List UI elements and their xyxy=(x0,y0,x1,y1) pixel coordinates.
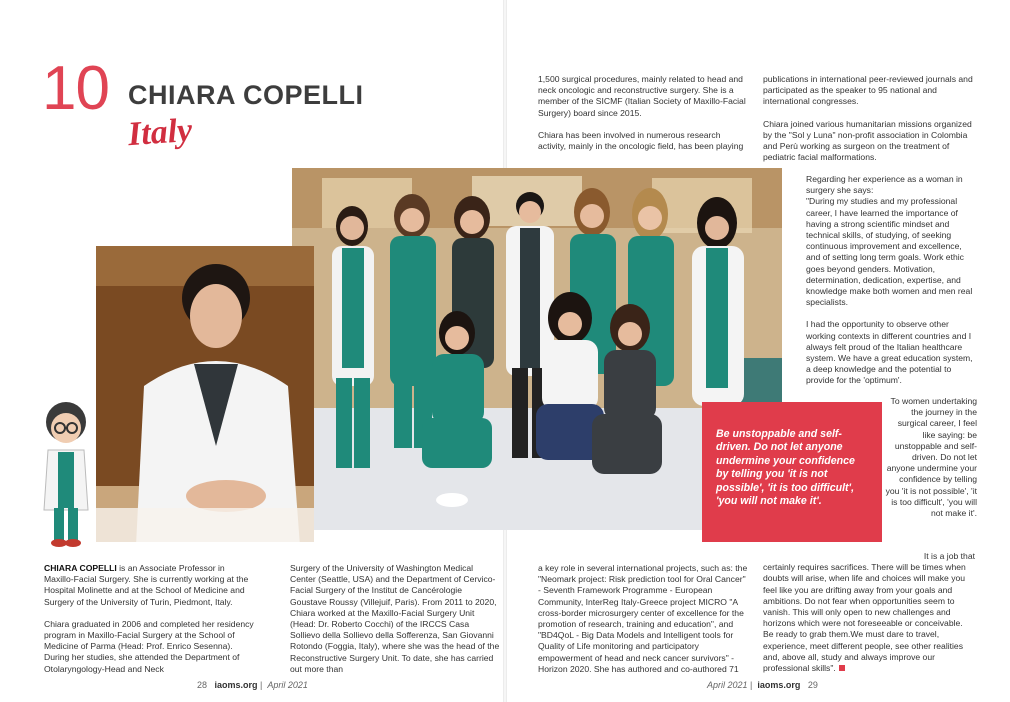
page-number-left: 28 xyxy=(197,680,208,690)
profile-name: CHIARA COPELLI xyxy=(128,80,364,110)
site-name-right[interactable]: iaoms.org xyxy=(757,680,801,690)
portrait-photo-illustration xyxy=(96,246,314,542)
footer-right: April 2021 | iaoms.org 29 xyxy=(707,680,818,690)
bottom-column-3 xyxy=(538,563,750,686)
lead-name: CHIARA COPELLI xyxy=(44,563,117,573)
right-column xyxy=(806,174,976,398)
paragraph: It is a job that xyxy=(923,551,975,561)
paragraph: 1,500 surgical procedures, mainly related to head and neck oncologic and reconstructive surgery. She is a member of the SICMF (Italian Society of Maxillo-Facial Surgery) board since 2015. xyxy=(538,74,746,118)
paragraph: I had the opportunity to observe other working contexts in different countries and I always felt proud of the Italian healthcare system. We have a great education system, a deep knowledge and the potential to provide for the 'optimum'. xyxy=(806,319,973,386)
bottom-column-1 xyxy=(44,563,256,686)
top-column-4 xyxy=(763,74,975,174)
profile-number: 10 xyxy=(42,54,109,123)
bottom-column-4 xyxy=(763,551,975,685)
pull-quote xyxy=(702,402,882,542)
cartoon-doctor-illustration xyxy=(36,400,96,548)
paragraph: Chiara graduated in 2006 and completed her residency program in Maxillo-Facial Surgery at the School of Medicine of Parma (Head: Prof. Enrico Sesenna). During her studies, she attended the Department of Otolaryngology-Head and Neck xyxy=(44,618,254,674)
footer-left: 28 iaoms.org | April 2021 xyxy=(197,680,308,690)
page-number-right: 29 xyxy=(807,680,818,690)
portrait-photo xyxy=(96,246,314,542)
paragraph: Chiara has been involved in numerous research activity, mainly in the oncologic field, has been playing xyxy=(538,129,744,152)
paragraph: a key role in several international projects, such as: the "Neomark project: Risk prediction tool for Oral Cancer" - Seventh Framework Programme - European Community, InterReg Italy-Greece project MICRO "A cross-border microsurgery center of excellence for the promotion of research, training and education", and "BD4QoL - Big Data Models and Intelligent tools for Quality of Life monitoring and participatory empowerment of head and neck cancer survivors" - Horizon 2020. She has authored and co-authored 71 xyxy=(538,563,748,674)
end-mark-icon xyxy=(839,665,845,671)
paragraph: Regarding her experience as a woman in surgery she says: xyxy=(806,174,963,196)
issue-date-right: April 2021 xyxy=(707,680,748,690)
cartoon-doctor-icon xyxy=(36,400,96,548)
side-column-text: To women undertaking the journey in the surgical career, I feel like saying: be unstoppable and self-driven. Do not let anyone undermine your confidence by telling you 'it is not possible', 'it is too difficult', 'you will not make it'. xyxy=(885,396,977,519)
paragraph: publications in international peer-reviewed journals and participated as the speaker to 95 national and international congresses. xyxy=(763,74,973,107)
site-name-left[interactable]: iaoms.org xyxy=(214,680,258,690)
paragraph: Chiara joined various humanitarian missions organized by the "Sol y Luna" non-profit association in Colombia and Perù working as surgeon on the treatment of pediatric facial malformations. xyxy=(763,118,972,163)
pull-quote-text: Be unstoppable and self-driven. Do not let anyone undermine your confidence by telling you 'it is not possible', 'it is too difficult', 'you will not make it'. xyxy=(716,428,855,508)
top-column-3 xyxy=(538,74,748,163)
issue-date-left: April 2021 xyxy=(267,680,308,690)
profile-country: Italy xyxy=(126,111,194,154)
paragraph: Surgery of the University of Washington Medical Center (Seattle, USA) and the Department of Cervico-Facial Surgery of the Institut de Cancérologie Goustave Roussy (Villejuif, Paris). From 2011 to 2020, Chiara worked at the Maxillo-Facial Surgery Unit (Head: Dr. Roberto Cocchi) of the IRCCS Casa Sollievo della Sollievo della Sofferenza, San Giovanni Rotondo (Foggia, Italy), where she was the head of the Reconstructive Surgery Unit. To date, she has carried out more than xyxy=(290,563,500,674)
bottom-column-2 xyxy=(290,563,500,686)
lead-text: is an Associate Professor in Maxillo-Facial Surgery. She is currently working at the Hospital Molinette and at the School of Medicine and Surgery of the University of Turin, Piedmont, Italy. xyxy=(44,563,249,607)
paragraph-text: certainly requires sacrifices. There will be times when doubts will arise, when life and choices will make you feel like you are drifting away from your goals and ambitions. Do not fear when opportunities seem to vanish. This will only open to new challenges and horizons which were not foreseeable or conceivable. Be ready to grab them.We must dare to travel, experience, meet different people, see other realities and, above all, study and always improve our professional skills". xyxy=(763,562,966,674)
paragraph: "During my studies and my professional career, I have learned the importance of having a strong scientific mindset and technical skills, of studying, of seeking continuous improvement and excellence, and of setting long term goals. Work ethic goes beyond genders. Motivation, determination, dedication, expertise, and knowledge make both women and men real specialists. xyxy=(806,196,973,308)
paragraph xyxy=(44,563,256,608)
paragraph xyxy=(763,562,975,674)
